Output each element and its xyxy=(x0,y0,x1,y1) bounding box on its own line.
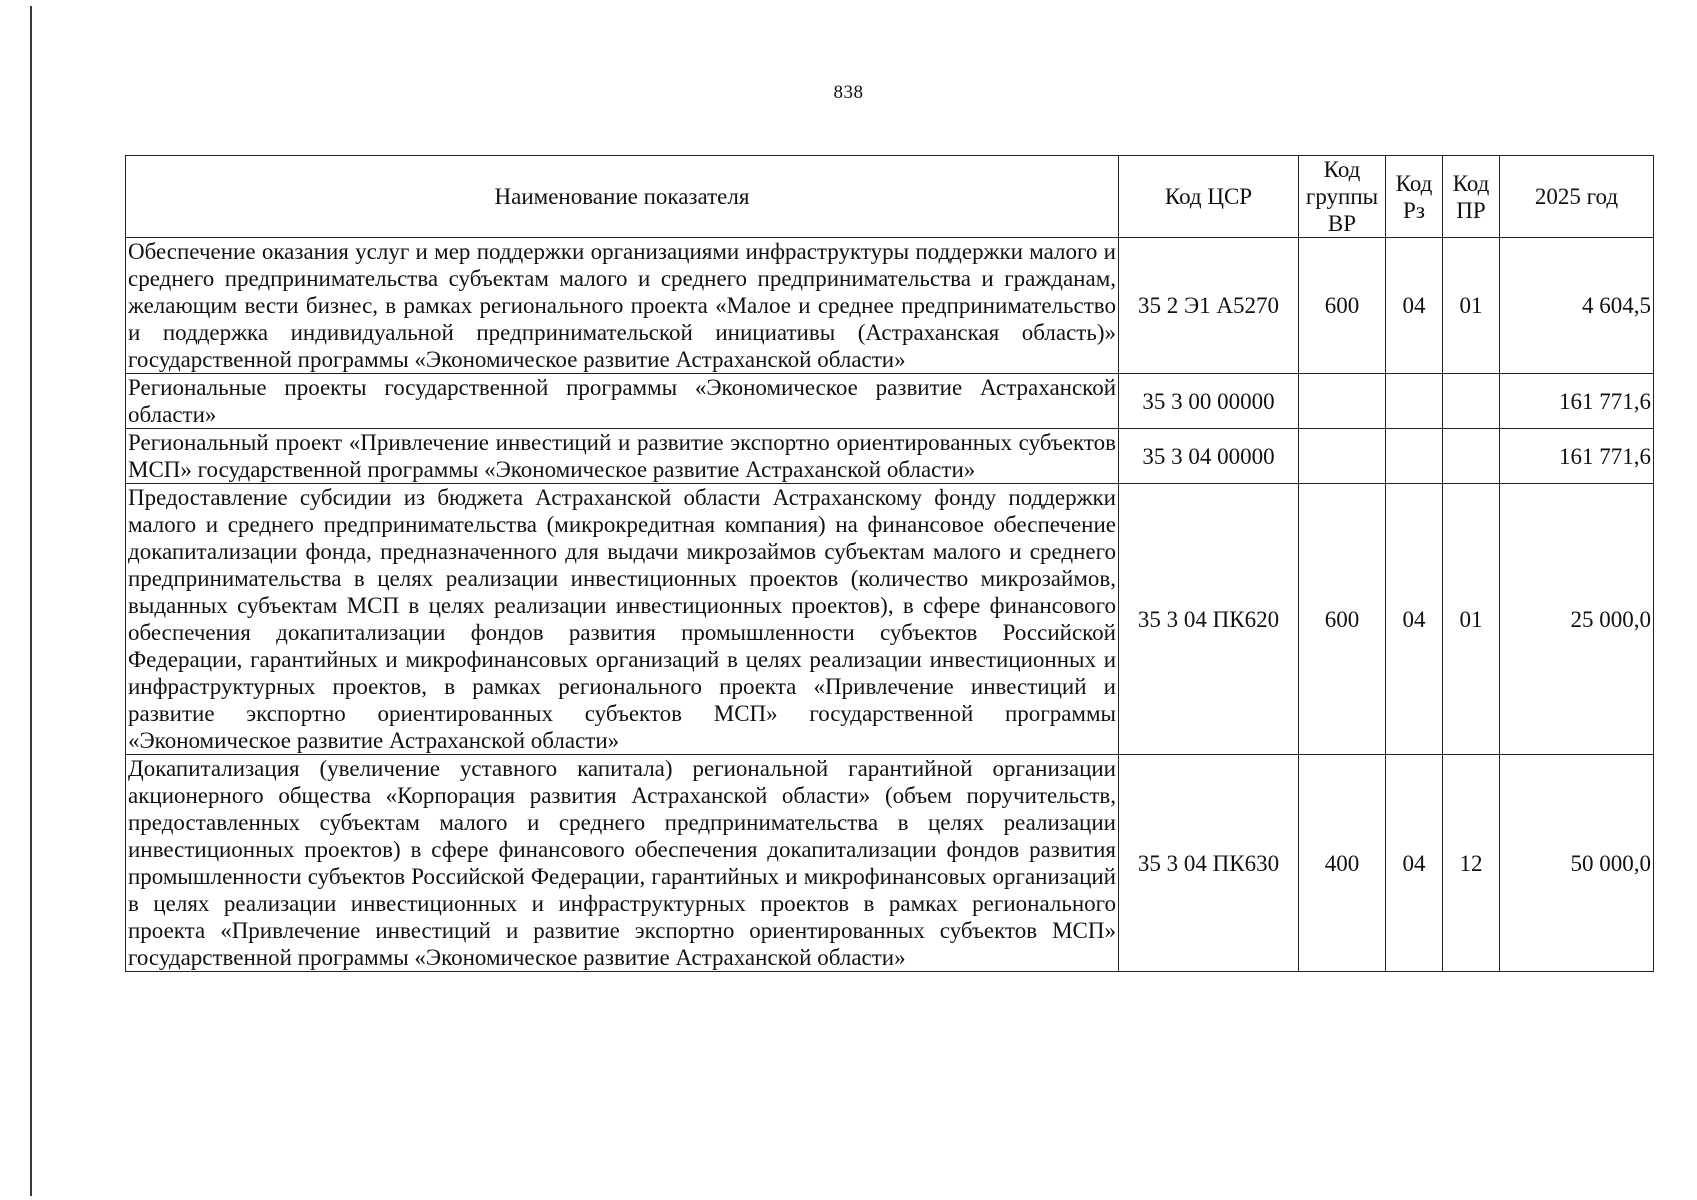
row-rz: 04 xyxy=(1386,238,1443,374)
row-csr: 35 3 04 00000 xyxy=(1119,429,1299,484)
row-vr: 400 xyxy=(1299,755,1386,972)
row-vr xyxy=(1299,374,1386,429)
row-pr: 01 xyxy=(1443,238,1500,374)
row-pr xyxy=(1443,374,1500,429)
row-amount: 161 771,6 xyxy=(1500,374,1654,429)
row-vr: 600 xyxy=(1299,238,1386,374)
row-amount: 25 000,0 xyxy=(1500,484,1654,755)
row-rz: 04 xyxy=(1386,484,1443,755)
row-csr: 35 3 04 ПК620 xyxy=(1119,484,1299,755)
header-year: 2025 год xyxy=(1500,156,1654,238)
row-csr: 35 2 Э1 А5270 xyxy=(1119,238,1299,374)
row-name: Обеспечение оказания услуг и мер поддержки организациями инфраструктуры поддержки малого и среднего предпринимательства субъектам малого и среднего предпринимательства и гражданам, желающим вести бизнес, в рамках регионального проекта «Малое и среднее предпринимательство и поддержка индивидуальной предпринимательской инициативы (Астраханская область)» государственной программы «Экономическое развитие Астраханской области» xyxy=(126,238,1119,374)
row-name: Региональный проект «Привлечение инвестиций и развитие экспортно ориентированных субъектов МСП» государственной программы «Экономическое развитие Астраханской области» xyxy=(126,429,1119,484)
row-vr xyxy=(1299,429,1386,484)
header-csr: Код ЦСР xyxy=(1119,156,1299,238)
table-row xyxy=(126,755,1654,972)
table-header-row xyxy=(126,156,1654,238)
table-row xyxy=(126,238,1654,374)
row-pr: 01 xyxy=(1443,484,1500,755)
table-row xyxy=(126,429,1654,484)
row-rz: 04 xyxy=(1386,755,1443,972)
header-vr: Код группы ВР xyxy=(1299,156,1386,238)
row-rz xyxy=(1386,374,1443,429)
left-margin-rule xyxy=(30,6,32,1196)
row-amount: 50 000,0 xyxy=(1500,755,1654,972)
row-csr: 35 3 00 00000 xyxy=(1119,374,1299,429)
header-rz: Код Рз xyxy=(1386,156,1443,238)
row-pr xyxy=(1443,429,1500,484)
row-csr: 35 3 04 ПК630 xyxy=(1119,755,1299,972)
page-number: 838 xyxy=(833,82,864,103)
row-name: Региональные проекты государственной программы «Экономическое развитие Астраханской области» xyxy=(126,374,1119,429)
row-vr: 600 xyxy=(1299,484,1386,755)
row-pr: 12 xyxy=(1443,755,1500,972)
table-row xyxy=(126,374,1654,429)
row-amount: 4 604,5 xyxy=(1500,238,1654,374)
row-amount: 161 771,6 xyxy=(1500,429,1654,484)
row-name: Докапитализация (увеличение уставного капитала) региональной гарантийной организации акционерного общества «Корпорация развития Астраханской области» (объем поручительств, предоставленных субъектам малого и среднего предпринимательства в целях реализации инвестиционных проектов) в сфере финансового обеспечения докапитализации фондов развития промышленности субъектов Российской Федерации, гарантийных и микрофинансовых организаций в целях реализации инвестиционных и инфраструктурных проектов в рамках регионального проекта «Привлечение инвестиций и развитие экспортно ориентированных субъектов МСП» государственной программы «Экономическое развитие Астраханской области» xyxy=(126,755,1119,972)
budget-table xyxy=(125,155,1654,972)
table-row xyxy=(126,484,1654,755)
header-pr: Код ПР xyxy=(1443,156,1500,238)
row-name: Предоставление субсидии из бюджета Астраханской области Астраханскому фонду поддержки малого и среднего предпринимательства (микрокредитная компания) на финансовое обеспечение докапитализации фонда, предназначенного для выдачи микрозаймов субъектам малого и среднего предпринимательства в целях реализации инвестиционных проектов (количество микрозаймов, выданных субъектам МСП в целях реализации инвестиционных проектов), в сфере финансового обеспечения докапитализации фондов развития промышленности субъектов Российской Федерации, гарантийных и микрофинансовых организаций в целях реализации инвестиционных и инфраструктурных проектов, в рамках регионального проекта «Привлечение инвестиций и развитие экспортно ориентированных субъектов МСП» государственной программы «Экономическое развитие Астраханской области» xyxy=(126,484,1119,755)
row-rz xyxy=(1386,429,1443,484)
header-name: Наименование показателя xyxy=(126,156,1119,238)
